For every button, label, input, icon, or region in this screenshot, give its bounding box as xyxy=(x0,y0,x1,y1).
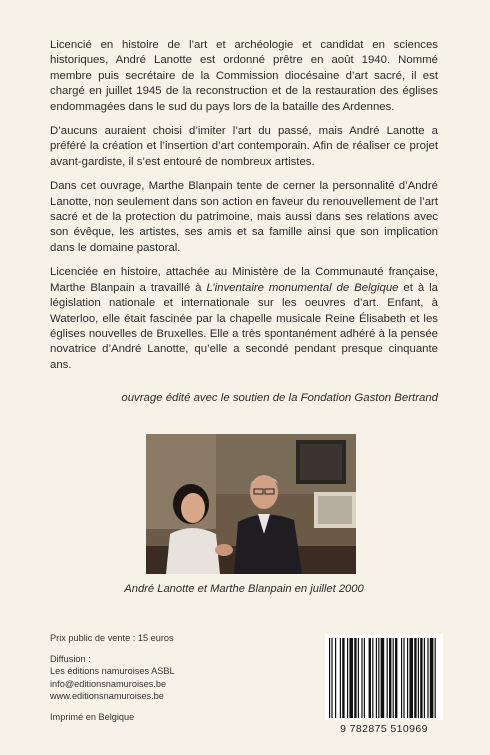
barcode-bar xyxy=(364,638,365,718)
barcode-bar xyxy=(427,638,428,718)
barcode-bar xyxy=(418,638,419,718)
barcode-bar xyxy=(376,638,377,718)
barcode-bar xyxy=(393,638,394,718)
barcode-bar xyxy=(409,638,413,718)
barcode-bar xyxy=(414,638,416,718)
barcode-bar xyxy=(389,638,391,718)
barcode-bar xyxy=(342,638,344,718)
barcode-bar xyxy=(354,638,356,718)
barcode-bar xyxy=(403,638,404,718)
barcode-bar xyxy=(395,638,397,718)
barcode-bar xyxy=(401,638,402,718)
barcode-bar xyxy=(378,638,379,718)
bio-text-end: et à la législation nationale et internationale sur les oeuvres d’art. Enfant, à Waterloo, elle était fascinée par la chapelle musicale Reine Élisabeth et les églises nouvelles de Bruxelles. Elle a très spontanément adhéré à la pensée novatrice d’André Lanotte, qu’elle a secondé pendant presque cinquante ans. xyxy=(50,281,438,371)
barcode-bar xyxy=(430,638,434,718)
isbn-number: 9 782875 510969 xyxy=(340,723,428,735)
back-cover-text xyxy=(50,38,438,382)
distribution-label: Diffusion : xyxy=(50,654,91,665)
paragraph-author-bio xyxy=(50,265,438,373)
publisher-info xyxy=(50,632,300,723)
photo-caption: André Lanotte et Marthe Blanpain en juillet 2000 xyxy=(124,583,364,595)
barcode-bar xyxy=(369,638,371,718)
barcode-bar xyxy=(420,638,422,718)
barcode-bar xyxy=(361,638,362,718)
bio-text-start: Licenciée en histoire, attachée au Ministère de la Communauté française, Marthe Blanpain a travaillé à xyxy=(50,266,438,294)
paragraph-career: Licencié en histoire de l’art et archéologie et candidat en sciences historiques, André Lanotte est ordonné prêtre en août 1940. Nommé membre puis secrétaire de la Commission diocésaine d’art sacré, il est chargé en juillet 1945 de la reconstruction et de la restauration des églises endommagées dans le sud du pays lors de la bataille des Ardennes. xyxy=(50,39,438,113)
barcode-bar xyxy=(358,638,359,718)
barcode-bar xyxy=(329,638,330,718)
barcode-bar xyxy=(331,638,332,718)
barcode-bar xyxy=(435,638,436,718)
barcode-bar xyxy=(407,638,408,718)
barcode-bar xyxy=(340,638,341,718)
printed-in: Imprimé en Belgique xyxy=(50,712,135,723)
paragraph-contemporary-art: D’aucuns auraient choisi d’imiter l’art du passé, mais André Lanotte a préféré la création et l’insertion d’art contemporain. Afin de réaliser ce projet avant-gardiste, il s’est entouré de nombreux artistes. xyxy=(50,125,438,168)
price-text: Prix public de vente : 15 euros xyxy=(50,633,174,643)
isbn-barcode xyxy=(325,634,443,720)
paragraph-book-summary: Dans cet ouvrage, Marthe Blanpain tente de cerner la personnalité d’André Lanotte, non seulement dans son action en faveur du renouvellement de l’art sacré et de la protection du patrimoine, mais aussi dans ses relations avec son évêque, les artistes, ses amis et sa famille ainsi que son implication dans le domaine pastoral. xyxy=(50,180,438,254)
publisher-email[interactable]: info@editionsnamuroises.be xyxy=(50,678,167,689)
portrait-photo xyxy=(146,434,356,574)
sponsor-credit: ouvrage édité avec le soutien de la Fondation Gaston Bertrand xyxy=(121,392,438,404)
barcode-bar xyxy=(381,638,385,718)
barcode-bar xyxy=(424,638,425,718)
barcode-bar xyxy=(349,638,353,718)
barcode-bar xyxy=(372,638,373,718)
publisher-website[interactable]: www.editionsnamuroises.be xyxy=(50,690,164,701)
barcode-bar xyxy=(387,638,388,718)
bio-book-title: L’inventaire monumental de Belgique xyxy=(206,281,399,294)
barcode-bar xyxy=(335,638,336,718)
publisher-name: Les éditions namuroises ASBL xyxy=(50,666,175,677)
barcode-bar xyxy=(347,638,348,718)
